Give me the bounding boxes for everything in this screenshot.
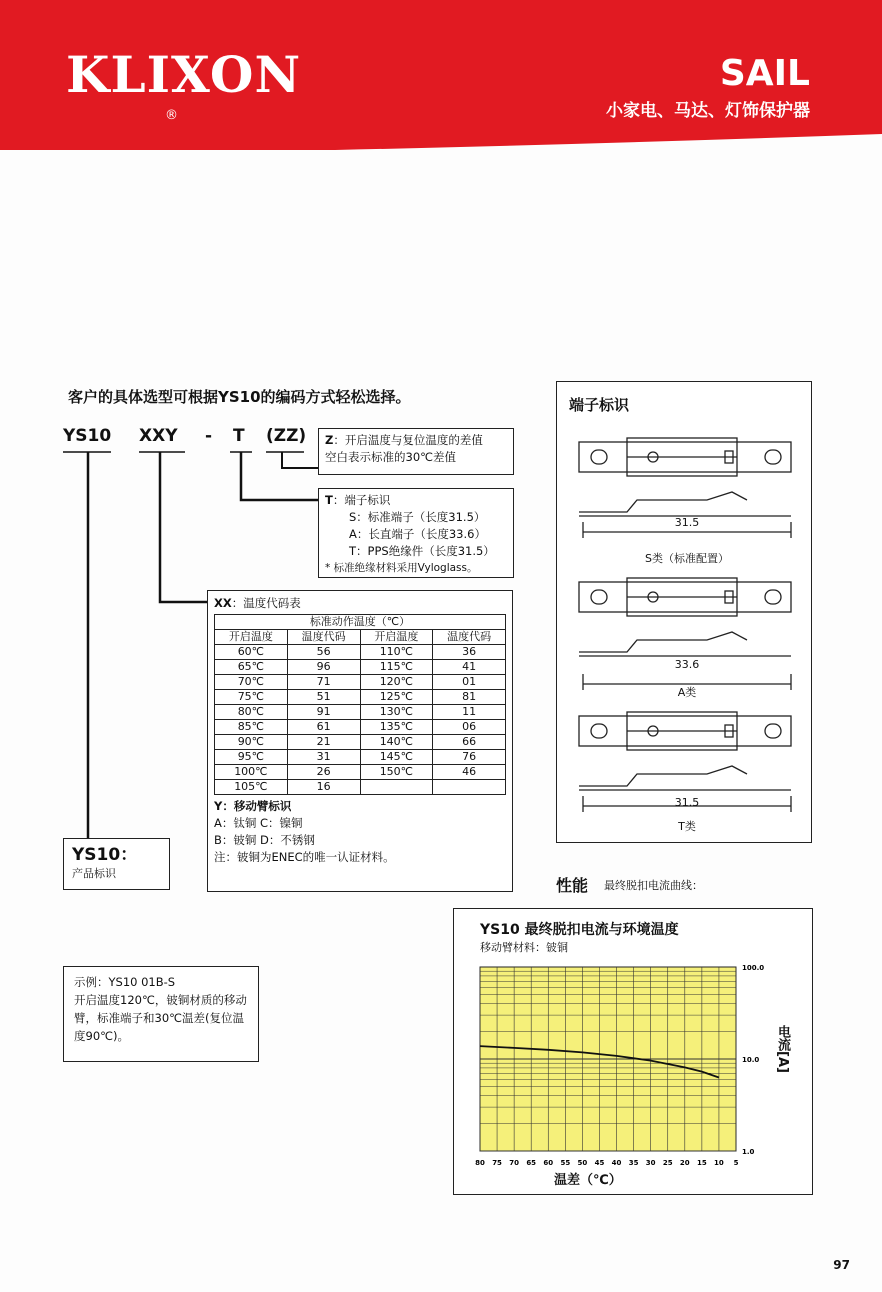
terminal-dim-t: 31.5 (674, 796, 700, 809)
table-header-row (215, 630, 506, 645)
temperature-code-table (214, 614, 506, 795)
side-profile (579, 766, 747, 786)
ys10-sub: 产品标识 (72, 867, 116, 880)
table-cell: 61 (287, 720, 360, 735)
table-cell: 76 (433, 750, 506, 765)
table-cell: 105℃ (215, 780, 288, 795)
table-cell: 70℃ (215, 675, 288, 690)
x-tick-label: 65 (526, 1159, 537, 1167)
y-tick-label: 1.0 (742, 1148, 755, 1156)
table-cell: 60℃ (215, 645, 288, 660)
table-cell: 115℃ (360, 660, 433, 675)
table-cell: 65℃ (215, 660, 288, 675)
t-line-s: S：标准端子（长度31.5） (349, 510, 486, 524)
t-title: ：端子标识 (332, 493, 391, 507)
t-note: * 标准绝缘材料采用Vyloglass。 (325, 562, 478, 574)
registered-mark: ® (165, 108, 178, 123)
x-axis-label: 温差（℃） (554, 1173, 622, 1188)
table-row (215, 705, 506, 720)
side-profile (579, 492, 747, 512)
chart-box (453, 908, 813, 1195)
table-cell: 75℃ (215, 690, 288, 705)
z-key: Z (325, 433, 334, 447)
example-body: 开启温度120℃，铍铜材质的移动臂，标准端子和30℃温差(复位温度90℃)。 (74, 993, 247, 1043)
terminal-caption-t: T类 (678, 820, 696, 833)
x-tick-label: 60 (543, 1159, 554, 1167)
t-code-box (318, 488, 514, 578)
y-line1: A：钛铜 C：镍铜 (214, 816, 303, 830)
y-axis-label: 电流[A] (775, 1025, 790, 1073)
performance-subtitle: 最终脱扣电流曲线： (604, 879, 703, 892)
table-header: 开启温度 (360, 630, 433, 645)
table-cell: 71 (287, 675, 360, 690)
table-cell: 96 (287, 660, 360, 675)
terminal-panel-title: 端子标识 (569, 396, 630, 414)
table-cell: 120℃ (360, 675, 433, 690)
table-row (215, 720, 506, 735)
code-part-xxy: XXY (139, 426, 178, 446)
x-tick-label: 10 (714, 1159, 724, 1167)
x-tick-label: 40 (611, 1159, 622, 1167)
table-cell: 46 (433, 765, 506, 780)
table-cell: 125℃ (360, 690, 433, 705)
z-code-box (318, 428, 514, 475)
table-cell: 11 (433, 705, 506, 720)
terminal-hole (591, 450, 607, 464)
table-cell: 21 (287, 735, 360, 750)
example-title: 示例：YS10 01B-S (74, 975, 176, 989)
table-header: 温度代码 (287, 630, 360, 645)
code-part-t: T (233, 426, 245, 446)
x-tick-label: 70 (509, 1159, 520, 1167)
table-cell: 26 (287, 765, 360, 780)
table-cell: 150℃ (360, 765, 433, 780)
table-row (215, 735, 506, 750)
terminal-hole (765, 450, 781, 464)
z-line1: ：开启温度与复位温度的差值 (333, 433, 483, 447)
x-tick-label: 30 (645, 1159, 656, 1167)
table-cell: 80℃ (215, 705, 288, 720)
y-note: 注：铍铜为ENEC的唯一认证材料。 (214, 850, 395, 864)
z-line2: 空白表示标准的30℃差值 (325, 450, 457, 464)
xx-code-box (207, 590, 513, 892)
table-cell: 100℃ (215, 765, 288, 780)
table-cell: 130℃ (360, 705, 433, 720)
chart-title: YS10 最终脱扣电流与环境温度 (480, 922, 679, 938)
t-line-t: T：PPS绝缘件（长度31.5） (349, 544, 495, 558)
t-line-a: A：长直端子（长度33.6） (349, 527, 486, 541)
ys10-box (63, 838, 170, 890)
terminal-hole (765, 590, 781, 604)
terminal-panel (556, 381, 812, 843)
table-row (215, 765, 506, 780)
table-cell: 90℃ (215, 735, 288, 750)
side-profile (579, 632, 747, 652)
table-cell: 06 (433, 720, 506, 735)
example-box (63, 966, 259, 1062)
x-tick-label: 20 (679, 1159, 690, 1167)
xx-title: ：温度代码表 (231, 596, 301, 610)
table-row (215, 645, 506, 660)
table-row (215, 690, 506, 705)
code-part-ys10: YS10 (63, 426, 112, 446)
code-part-zz: (ZZ) (266, 426, 307, 446)
table-cell: 135℃ (360, 720, 433, 735)
code-dash: - (205, 426, 213, 446)
table-cell (433, 780, 506, 795)
series-subtitle: 小家电、马达、灯饰保护器 (606, 101, 810, 121)
chart-subtitle: 移动臂材料：铍铜 (480, 941, 568, 954)
table-cell: 140℃ (360, 735, 433, 750)
terminal-hole (765, 724, 781, 738)
terminal-caption-a: A类 (677, 686, 697, 699)
x-tick-label: 80 (475, 1159, 485, 1167)
y-line2: B：铍铜 D：不锈钢 (214, 833, 315, 847)
series-title: SAIL (719, 53, 810, 94)
t-key: T (325, 493, 333, 507)
performance-title: 性能 (556, 876, 589, 895)
table-row (215, 750, 506, 765)
x-tick-label: 50 (577, 1159, 588, 1167)
page-number: 97 (833, 1258, 850, 1272)
x-tick-label: 5 (733, 1159, 739, 1167)
table-cell: 31 (287, 750, 360, 765)
terminal-dim-s: 31.5 (674, 516, 700, 529)
xx-key: XX (214, 596, 232, 610)
table-row (215, 675, 506, 690)
table-cell: 66 (433, 735, 506, 750)
table-cell: 51 (287, 690, 360, 705)
table-cell: 36 (433, 645, 506, 660)
terminal-hole (591, 590, 607, 604)
table-cell: 41 (433, 660, 506, 675)
intro-text: 客户的具体选型可根据YS10的编码方式轻松选择。 (68, 388, 411, 406)
x-tick-label: 45 (594, 1159, 605, 1167)
chart-svg (454, 909, 814, 1196)
x-tick-label: 75 (492, 1159, 502, 1167)
table-cell: 95℃ (215, 750, 288, 765)
table-cell: 56 (287, 645, 360, 660)
ys10-title: YS10： (72, 845, 138, 865)
y-title: Y：移动臂标识 (214, 799, 292, 813)
table-row (215, 780, 506, 795)
x-tick-label: 25 (662, 1159, 673, 1167)
table-cell: 85℃ (215, 720, 288, 735)
table-cell: 16 (287, 780, 360, 795)
table-caption: 标准动作温度（℃） (215, 615, 506, 630)
brand-logo: KLIXON (66, 45, 302, 104)
x-tick-label: 55 (560, 1159, 571, 1167)
table-header: 温度代码 (433, 630, 506, 645)
x-tick-label: 15 (696, 1159, 707, 1167)
table-cell: 145℃ (360, 750, 433, 765)
table-cell: 110℃ (360, 645, 433, 660)
terminal-caption-s: S类（标准配置） (645, 552, 729, 565)
table-cell: 91 (287, 705, 360, 720)
table-header: 开启温度 (215, 630, 288, 645)
y-tick-label: 10.0 (742, 1056, 760, 1064)
table-cell: 01 (433, 675, 506, 690)
table-cell (360, 780, 433, 795)
terminal-drawings (557, 382, 813, 844)
y-tick-label: 100.0 (742, 964, 765, 972)
terminal-dim-a: 33.6 (674, 658, 700, 671)
table-row (215, 660, 506, 675)
table-cell: 81 (433, 690, 506, 705)
x-tick-label: 35 (628, 1159, 639, 1167)
terminal-hole (591, 724, 607, 738)
